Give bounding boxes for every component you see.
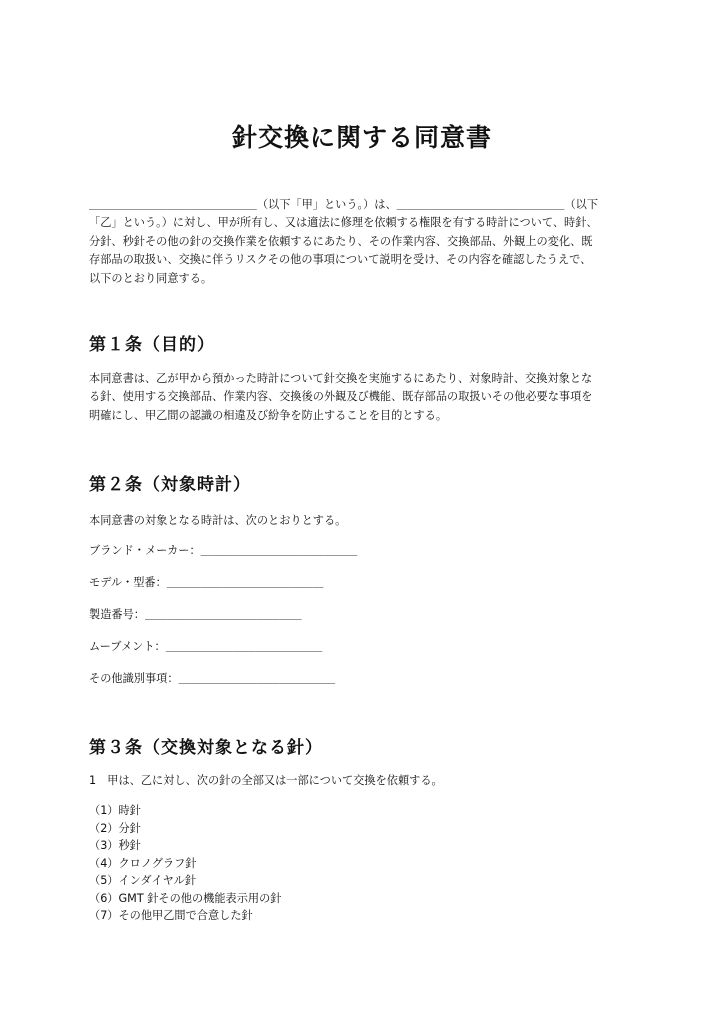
serial-number-field: 製造番号：＿＿＿＿＿＿＿＿＿＿＿＿＿＿	[89, 608, 302, 621]
intro-line: 分針、秒針その他の針の交換作業を依頼するにあたり、その作業内容、交換部品、外観上の変化、既	[89, 234, 593, 248]
article1-paragraph	[89, 370, 649, 425]
document-title: 針交換に関する同意書	[231, 123, 492, 152]
list-item: （7）その他甲乙間で合意した針	[89, 909, 253, 922]
article2-heading: 第２条（対象時計）	[89, 475, 251, 495]
list-item: （5）インダイヤル針	[89, 874, 197, 887]
list-item: （2）分針	[89, 821, 141, 835]
article2-intro: 本同意書の対象となる時計は、次のとおりとする。	[89, 514, 347, 527]
list-item: （6）GMT 針その他の機能表示用の針	[89, 891, 282, 905]
intro-line: 存部品の取扱い、交換に伴うリスクその他の事項について説明を受け、その内容を確認したうえで、	[89, 253, 592, 267]
list-item: （1）時針	[89, 804, 141, 817]
movement-field: ムーブメント：＿＿＿＿＿＿＿＿＿＿＿＿＿＿	[89, 640, 323, 653]
article3-clause1: 1 甲は、乙に対し、次の針の全部又は一部について交換を依頼する。	[89, 774, 443, 787]
model-number-field: モデル・型番：＿＿＿＿＿＿＿＿＿＿＿＿＿＿	[89, 576, 324, 589]
intro-line: ＿＿＿＿＿＿＿＿＿＿＿＿＿＿＿（以下「甲」という。）は、＿＿＿＿＿＿＿＿＿＿＿＿＿＿＿（以下	[89, 198, 599, 211]
list-item: （3）秒針	[89, 839, 141, 852]
intro-line: 以下のとおり同意する。	[89, 271, 213, 285]
article1-line: る針、使用する交換部品、作業内容、交換後の外観及び機能、既存部品の取扱いその他必要な事項を	[89, 390, 593, 404]
article1-heading: 第１条（目的）	[89, 335, 215, 355]
article1-line: 本同意書は、乙が甲から預かった時計について針交換を実施するにあたり、対象時計、交換対象とな	[89, 372, 593, 385]
intro-line: 「乙」という。）に対し、甲が所有し、又は適法に修理を依頼する権限を有する時計について、時針、	[89, 216, 598, 230]
other-identification-field: その他識別事項：＿＿＿＿＿＿＿＿＿＿＿＿＿＿	[89, 672, 336, 685]
article3-heading: 第３条（交換対象となる針）	[89, 738, 323, 758]
article1-line: 明確にし、甲乙間の認識の相違及び紛争を防止することを目的とする。	[89, 408, 448, 422]
brand-maker-field: ブランド・メーカー：＿＿＿＿＿＿＿＿＿＿＿＿＿＿	[89, 544, 358, 557]
intro-paragraph	[89, 196, 649, 288]
hand-list	[89, 802, 281, 925]
list-item: （4）クロノグラフ針	[89, 856, 197, 870]
